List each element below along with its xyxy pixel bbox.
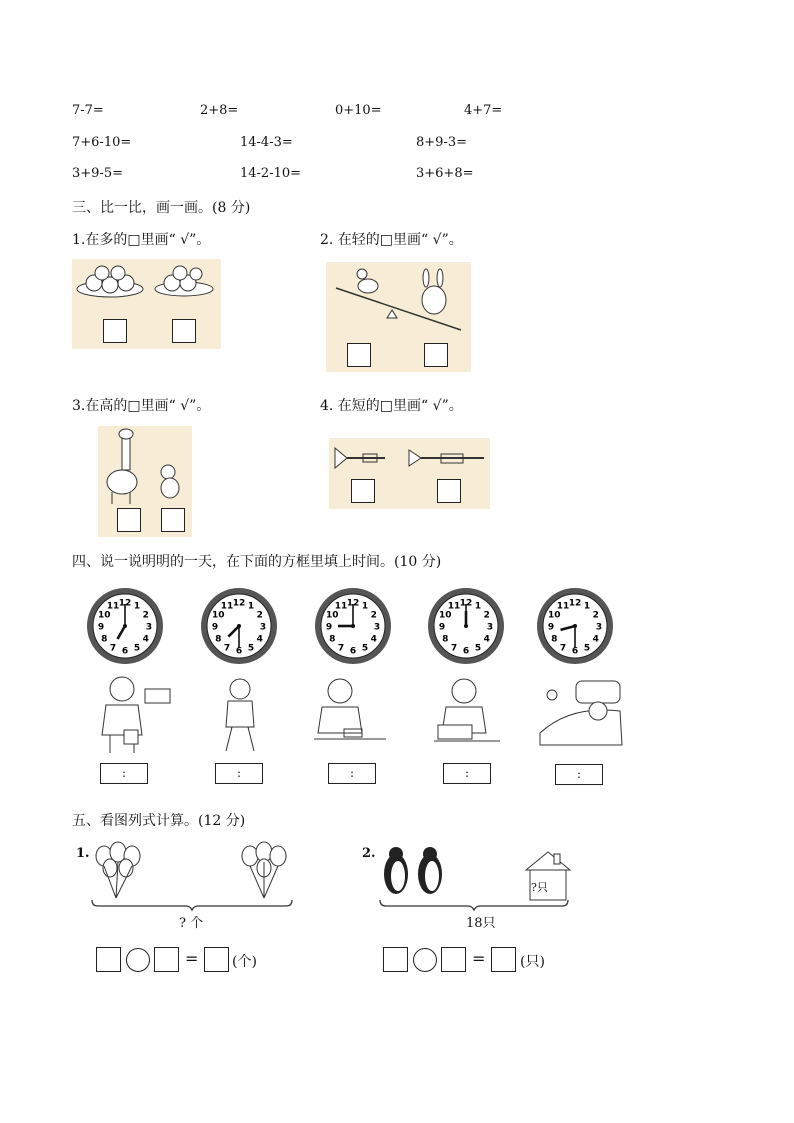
answer-box-short-left[interactable] <box>351 479 375 503</box>
answer-box-more-left[interactable] <box>103 319 127 343</box>
walking-to-school-scene <box>226 679 254 751</box>
problem-r1-1: 7-7= <box>72 103 104 118</box>
clock-number: 5 <box>361 643 369 654</box>
clock-number: 6 <box>462 646 470 657</box>
clock-number: 6 <box>571 646 579 657</box>
clock-number: 5 <box>583 643 591 654</box>
p1-box-result[interactable] <box>204 947 229 972</box>
clock-number: 11 <box>447 601 461 612</box>
sleeping-scene <box>540 681 622 745</box>
problem1-total-label: ? 个 <box>179 916 204 931</box>
clock-pin <box>237 624 241 628</box>
section4-title: 四、说一说明明的一天，在下面的方框里填上时间。(10 分) <box>72 554 442 570</box>
clock-number: 9 <box>97 622 105 633</box>
problem-r2-1: 7+6-10= <box>72 135 132 150</box>
clock-number: 7 <box>109 643 117 654</box>
problem-r3-1: 3+9-5= <box>72 166 123 181</box>
p2-box-result[interactable] <box>491 947 516 972</box>
clock-number: 12 <box>459 598 473 609</box>
answer-box-light-left[interactable] <box>347 343 371 367</box>
p2-unit: (只) <box>520 954 545 970</box>
daily-scenes <box>0 675 794 755</box>
clock-number: 10 <box>211 610 225 621</box>
p2-box-2[interactable] <box>441 947 466 972</box>
problem-r1-3: 0+10= <box>335 103 382 118</box>
clock-number: 3 <box>486 622 494 633</box>
time-box-3[interactable]: : <box>328 763 376 784</box>
clock-number: 1 <box>474 601 482 612</box>
clock-number: 9 <box>547 622 555 633</box>
clock-number: 3 <box>259 622 267 633</box>
clock-number: 11 <box>220 601 234 612</box>
section3-q2: 2. 在轻的□里画“ √”。 <box>320 232 463 248</box>
p2-box-1[interactable] <box>383 947 408 972</box>
clock-number: 6 <box>121 646 129 657</box>
clock-number: 6 <box>235 646 243 657</box>
clock-pin <box>351 624 355 628</box>
clock-number: 4 <box>142 634 149 645</box>
answer-box-more-right[interactable] <box>172 319 196 343</box>
clock-number: 3 <box>373 622 381 633</box>
clock-number: 2 <box>142 610 149 621</box>
clock-2 <box>199 586 279 666</box>
clock-pin <box>123 624 127 628</box>
problem2-total-label: 18只 <box>466 916 496 931</box>
eating-lunch-scene <box>434 679 500 741</box>
clock-number: 8 <box>551 634 558 645</box>
penguin-icon <box>384 847 408 894</box>
clock-5 <box>535 586 615 666</box>
studying-scene <box>314 679 386 739</box>
clock-number: 12 <box>568 598 582 609</box>
clock-number: 9 <box>325 622 333 633</box>
problem2-number: 2. <box>362 846 376 861</box>
clock-number: 8 <box>101 634 108 645</box>
clock-number: 5 <box>247 643 255 654</box>
clock-number: 2 <box>256 610 263 621</box>
clock-number: 7 <box>337 643 345 654</box>
balloons-picture <box>88 842 318 912</box>
clock-number: 10 <box>438 610 452 621</box>
problem-r2-3: 8+9-3= <box>416 135 467 150</box>
clock-number: 10 <box>97 610 111 621</box>
p1-unit: (个) <box>232 954 257 970</box>
clock-number: 11 <box>334 601 348 612</box>
clock-pin <box>464 624 468 628</box>
clock-number: 12 <box>346 598 360 609</box>
problem-r3-3: 3+6+8= <box>416 166 474 181</box>
clock-number: 12 <box>118 598 132 609</box>
clock-number: 7 <box>559 643 567 654</box>
clock-number: 4 <box>592 634 599 645</box>
clock-number: 1 <box>133 601 141 612</box>
seesaw-picture <box>326 262 471 372</box>
p1-equals: = <box>185 949 199 968</box>
clock-number: 10 <box>325 610 339 621</box>
trumpets-picture <box>329 438 490 509</box>
clock-number: 11 <box>556 601 570 612</box>
problem1-number: 1. <box>76 846 90 861</box>
p1-box-2[interactable] <box>154 947 179 972</box>
clock-pin <box>573 624 577 628</box>
clock-number: 7 <box>223 643 231 654</box>
clock-number: 8 <box>442 634 449 645</box>
clock-number: 4 <box>256 634 263 645</box>
clock-number: 2 <box>483 610 490 621</box>
section3-title: 三、比一比，画一画。(8 分) <box>72 200 251 216</box>
clock-number: 2 <box>592 610 599 621</box>
problem-r2-2: 14-4-3= <box>240 135 293 150</box>
clock-number: 4 <box>370 634 377 645</box>
clock-number: 1 <box>247 601 255 612</box>
problem-r1-4: 4+7= <box>464 103 503 118</box>
clock-number: 4 <box>483 634 490 645</box>
clock-number: 9 <box>211 622 219 633</box>
clock-number: 5 <box>133 643 141 654</box>
clock-number: 10 <box>547 610 561 621</box>
balloons-left-icon <box>96 842 140 898</box>
section3-q1: 1.在多的□里画“ √”。 <box>72 232 211 248</box>
answer-box-short-right[interactable] <box>437 479 461 503</box>
apple-plates-icon <box>72 259 221 349</box>
clock-number: 11 <box>106 601 120 612</box>
answer-box-tall-right[interactable] <box>161 508 185 532</box>
clock-number: 3 <box>595 622 603 633</box>
house-question: ?只 <box>531 881 548 894</box>
balloons-right-icon <box>242 842 286 898</box>
penguins-house-picture <box>376 842 586 912</box>
clock-number: 1 <box>583 601 591 612</box>
clock-number: 8 <box>329 634 336 645</box>
penguin-icon <box>418 847 442 894</box>
section5-title: 五、看图列式计算。(12 分) <box>72 813 246 829</box>
apples-picture <box>72 259 221 349</box>
clock-number: 7 <box>450 643 458 654</box>
clock-number: 12 <box>232 598 246 609</box>
clock-4 <box>426 586 506 666</box>
clock-number: 3 <box>145 622 153 633</box>
section3-q4: 4. 在短的□里画“ √”。 <box>320 398 463 414</box>
problem-r1-2: 2+8= <box>200 103 239 118</box>
p1-box-1[interactable] <box>96 947 121 972</box>
p2-operator-circle[interactable] <box>413 948 437 972</box>
time-box-4[interactable]: : <box>443 763 491 784</box>
clock-3 <box>313 586 393 666</box>
answer-box-tall-left[interactable] <box>117 508 141 532</box>
time-box-5[interactable]: : <box>555 764 603 785</box>
time-box-1[interactable]: : <box>100 763 148 784</box>
clock-1 <box>85 586 165 666</box>
section3-q3: 3.在高的□里画“ √”。 <box>72 398 211 414</box>
clock-number: 2 <box>370 610 377 621</box>
clock-number: 5 <box>474 643 482 654</box>
clock-number: 9 <box>438 622 446 633</box>
answer-box-light-right[interactable] <box>424 343 448 367</box>
time-box-2[interactable]: : <box>215 763 263 784</box>
p1-operator-circle[interactable] <box>126 948 150 972</box>
problem-r3-2: 14-2-10= <box>240 166 302 181</box>
clock-number: 1 <box>361 601 369 612</box>
p2-equals: = <box>472 949 486 968</box>
brushing-teeth-scene <box>102 677 170 753</box>
giraffe-picture <box>98 426 192 537</box>
clock-number: 8 <box>215 634 222 645</box>
clock-number: 6 <box>349 646 357 657</box>
